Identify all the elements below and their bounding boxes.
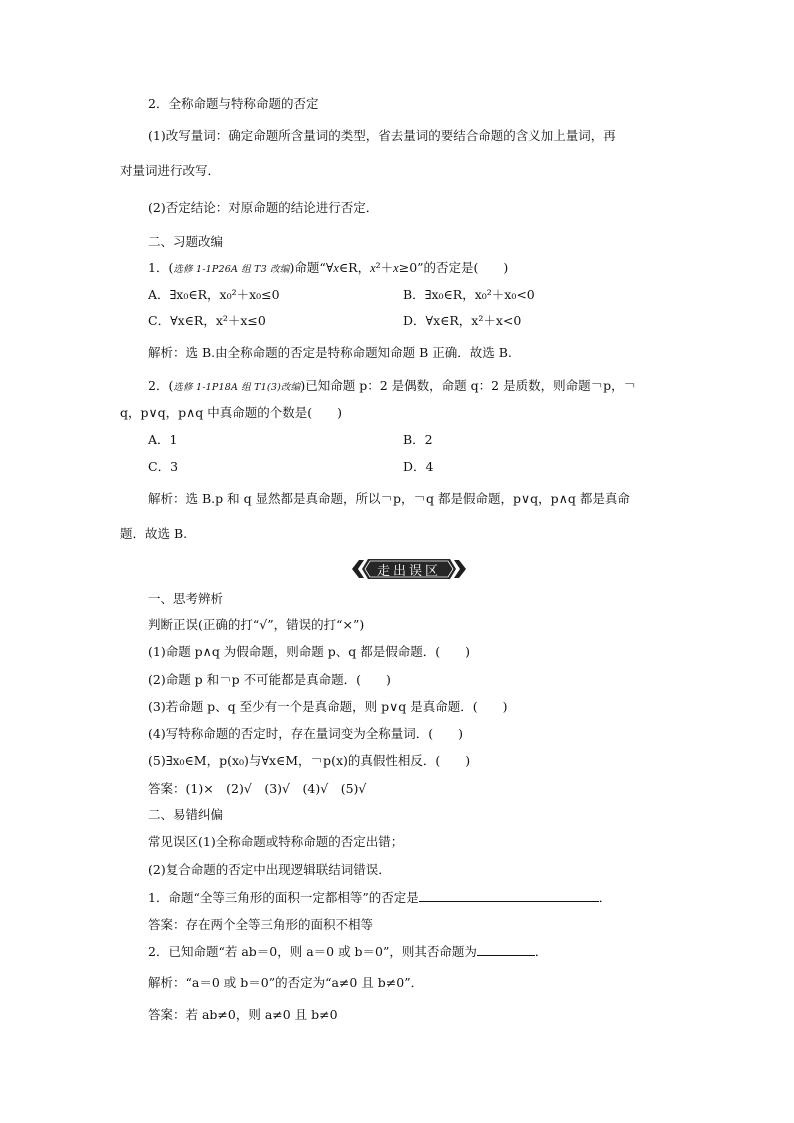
- think-item-1: (1)命题 p∧q 为假命题，则命题 p、q 都是假命题．( ): [148, 644, 471, 659]
- question-2-option-a: A．1: [148, 432, 178, 447]
- error-answer-2: 答案：若 ab≠0，则 a≠0 且 b≠0: [148, 1007, 338, 1022]
- error-question-1: 1．命题“全等三角形的面积一定都相等”的否定是 ．: [148, 890, 612, 905]
- think-item-4: (4)写特称命题的否定时，存在量词变为全称量词．( ): [148, 726, 463, 741]
- paragraph-1b: 对量词进行改写．: [120, 163, 221, 178]
- question-1-analysis: 解析：选 B.由全称命题的否定是特称命题知命题 B 正确．故选 B.: [148, 345, 512, 360]
- banner-label: 走出误区: [376, 564, 441, 579]
- think-answer: 答案：(1)× (2)√ (3)√ (4)√ (5)√: [148, 781, 367, 796]
- paragraph-2: (2)否定结论：对原命题的结论进行否定．: [148, 200, 379, 215]
- question-2-option-c: C．3: [148, 459, 179, 474]
- section-2-title: 2．全称命题与特称命题的否定: [148, 96, 319, 111]
- paragraph-1a: (1)改写量词：确定命题所含量词的类型，省去量词的要结合命题的含义加上量词，再: [148, 128, 616, 143]
- question-2-analysis-b: 题．故选 B.: [120, 526, 188, 541]
- think-item-5: (5)∃x₀∈M，p(x₀)与∀x∈M，￢p(x)的真假性相反．( ): [148, 753, 471, 768]
- question-2-source: 选修 1-1P18A 组 T1(3)改编: [173, 382, 301, 393]
- exercise-section-title: 二、习题改编: [148, 234, 224, 249]
- error-analysis-2: 解析：“a＝0 或 b＝0”的否定为“a≠0 且 b≠0”．: [148, 975, 424, 990]
- question-1-option-c: C．∀x∈R，x²＋x≤0: [148, 313, 266, 328]
- error-line-2: (2)复合命题的否定中出现逻辑联结词错误．: [148, 862, 391, 877]
- error-line-1: 常见误区(1)全称命题或特称命题的否定出错；: [148, 834, 404, 849]
- question-1-option-b: B．∃x₀∈R，x₀²＋x₀<0: [403, 287, 535, 302]
- error-question-2: 2．已知命题“若 ab＝0，则 a＝0 或 b＝0”，则其否命题为 ．: [148, 944, 548, 959]
- question-2-option-d: D．4: [403, 459, 434, 474]
- section-banner: [352, 557, 466, 581]
- error-title: 二、易错纠偏: [148, 807, 224, 822]
- question-1-option-d: D．∀x∈R，x²＋x<0: [403, 313, 522, 328]
- question-1-option-a: A．∃x₀∈R，x₀²＋x₀≤0: [148, 287, 280, 302]
- think-item-2: (2)命题 p 和￢p 不可能都是真命题．( ): [148, 672, 391, 687]
- question-2-analysis-a: 解析：选 B.p 和 q 显然都是真命题，所以￢p，￢q 都是假命题，p∨q，p∧q 都是真命: [148, 491, 630, 506]
- think-intro: 判断正误(正确的打“√”，错误的打“×”): [148, 617, 365, 632]
- answer-blank-1: [419, 889, 599, 902]
- think-title: 一、思考辨析: [148, 591, 224, 606]
- error-answer-1: 答案：存在两个全等三角形的面积不相等: [148, 917, 374, 932]
- question-1-stem: 1．(选修 1-1P26A 组 T3 改编)命题“∀x∈R，x²＋x≥0”的否定是( ): [148, 260, 509, 275]
- question-1-source: 选修 1-1P26A 组 T3 改编: [173, 264, 290, 275]
- answer-blank-2: [477, 943, 535, 956]
- question-2-option-b: B．2: [403, 432, 433, 447]
- question-2-stem-line2: q，p∨q，p∧q 中真命题的个数是( ): [120, 405, 343, 420]
- think-item-3: (3)若命题 p、q 至少有一个是真命题，则 p∨q 是真命题．( ): [148, 699, 508, 714]
- question-2-stem-line1: 2．(选修 1-1P18A 组 T1(3)改编)已知命题 p：2 是偶数，命题 q：2 是质数，则命题￢p，￢: [148, 378, 637, 393]
